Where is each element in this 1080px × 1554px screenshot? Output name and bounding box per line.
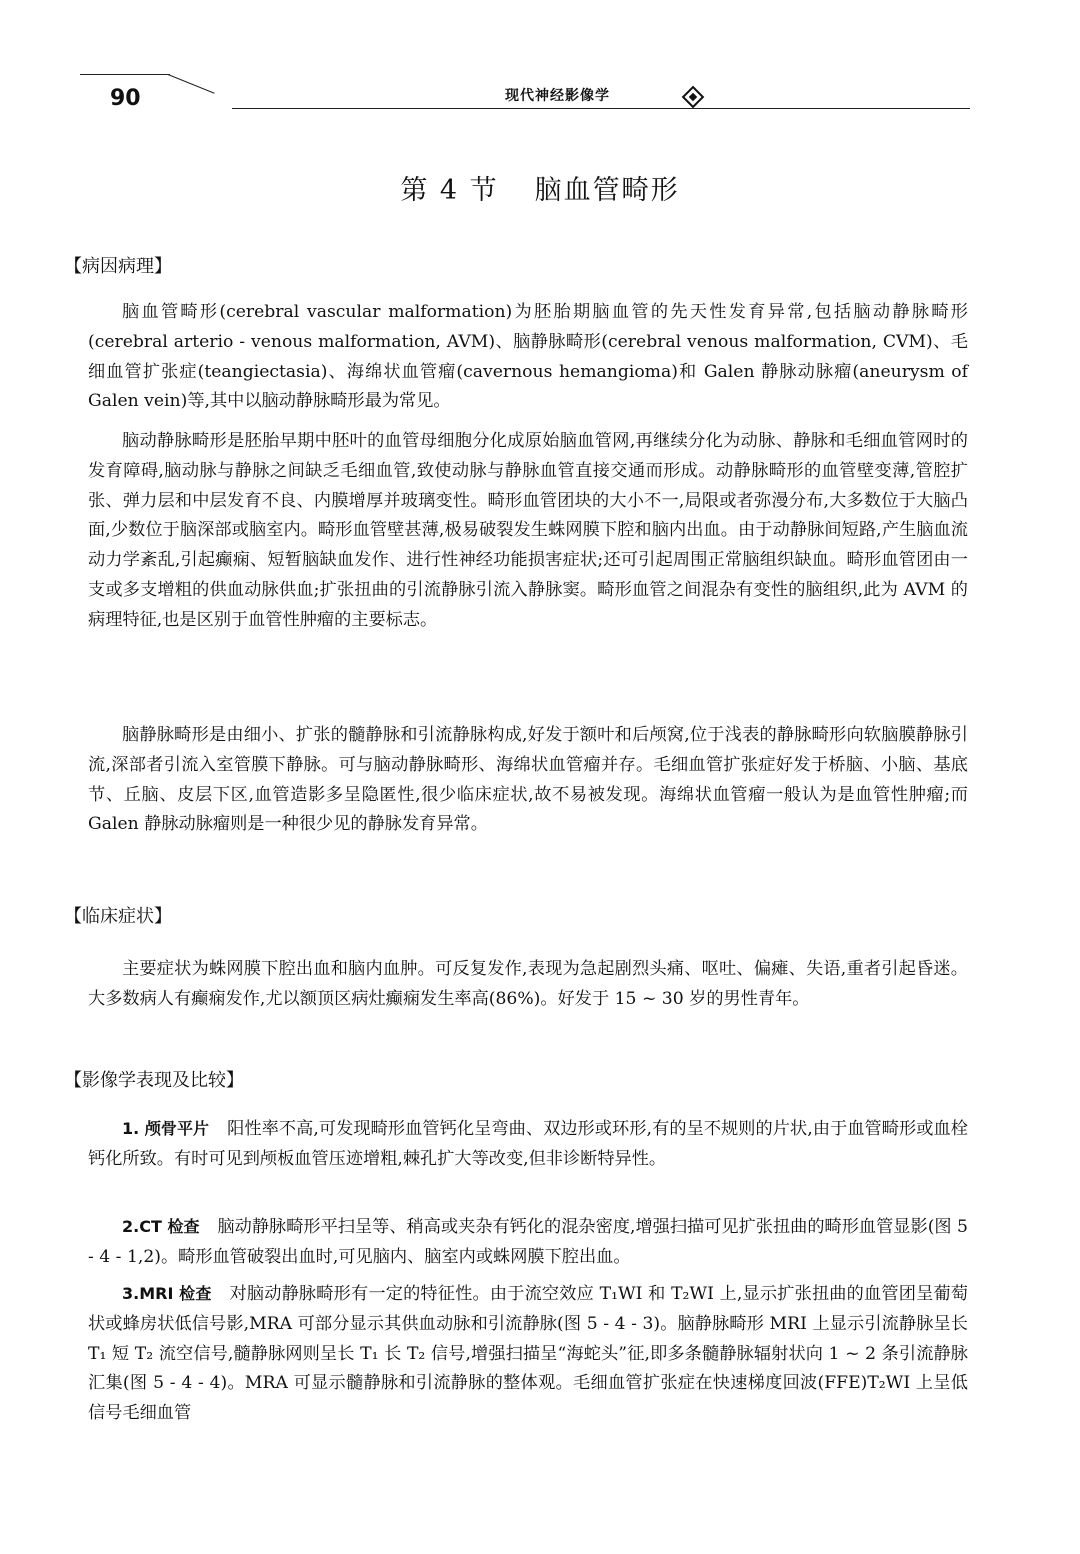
paragraph: 脑动静脉畸形是胚胎早期中胚叶的血管母细胞分化成原始脑血管网,再继续分化为动脉、静脉和毛细血管网时的发育障碍,脑动脉与静脉之间缺乏毛细血管,致使动脉与静脉血管直接交通而形成。动静脉畸形的血管壁变薄,管腔扩张、弹力层和中层发育不良、内膜增厚并玻璃变性。畸形血管团块的大小不一,局限或者弥漫分布,大多数位于大脑凸面,少数位于脑深部或脑室内。畸形血管壁甚薄,极易破裂发生蛛网膜下腔和脑内出血。由于动静脉间短路,产生脑血流动力学紊乱,引起癫痫、短暂脑缺血发作、进行性神经功能损害症状;还可引起周围正常脑组织缺血。畸形血管团由一支或多支增粗的供血动脉供血;扩张扭曲的引流静脉引流入静脉窦。畸形血管之间混杂有变性的脑组织,此为 AVM 的病理特征,也是区别于血管性肿瘤的主要标志。 (88, 431, 968, 630)
subsection-label: 3.MRI 检查 (122, 1284, 212, 1303)
header-rule-left (80, 74, 170, 75)
paragraph-ct (88, 1212, 968, 1273)
subsection-label: 2.CT 检查 (122, 1217, 200, 1236)
paragraph-text: 阳性率不高,可发现畸形血管钙化呈弯曲、双边形或环形,有的呈不规则的片状,由于血管畸形或血栓钙化所致。有时可见到颅板血管压迹增粗,棘孔扩大等改变,但非诊断特异性。 (88, 1119, 968, 1169)
section-title (0, 168, 1080, 207)
paragraph-mri (88, 1279, 968, 1429)
header-rule-diagonal (168, 74, 215, 94)
running-title: 现代神经影像学 (505, 88, 610, 104)
paragraph-text: 脑动静脉畸形平扫呈等、稍高或夹杂有钙化的混杂密度,增强扫描可见扩张扭曲的畸形血管显影(图 5 - 4 - 1,2)。畸形血管破裂出血时,可见脑内、脑室内或蛛网膜下腔出血。 (88, 1217, 968, 1267)
heading-imaging: 【影像学表现及比较】 (64, 1070, 244, 1091)
section-number: 第 4 节 (400, 175, 499, 206)
paragraph-skull-xray (88, 1114, 968, 1175)
paragraph: 脑血管畸形(cerebral vascular malformation)为胚胎期脑血管的先天性发育异常,包括脑动静脉畸形 (cerebral arterio - venous malformation, AVM)、脑静脉畸形(cerebral venous malformation, CVM)、毛细血管扩张症(teangiectasia)、海绵状血管瘤(cavernous hemangioma)和 Galen 静脉动脉瘤(aneurysm of Galen vein)等,其中以脑动静脉畸形最为常见。 (88, 302, 968, 412)
paragraph-text: 对脑动静脉畸形有一定的特征性。由于流空效应 T₁WI 和 T₂WI 上,显示扩张扭曲的血管团呈葡萄状或蜂房状低信号影,MRA 可部分显示其供血动脉和引流静脉(图 5 - 4 - 3)。脑静脉畸形 MRI 上显示引流静脉呈长 T₁ 短 T₂ 流空信号,髓静脉网则呈长 T₁ 长 T₂ 信号,增强扫描呈“海蛇头”征,即多条髓静脉辐射状向 1 ~ 2 条引流静脉汇集(图 5 - 4 - 4)。MRA 可显示髓静脉和引流静脉的整体观。毛细血管扩张症在快速梯度回波(FFE)T₂WI 上呈低信号毛细血管 (88, 1284, 968, 1424)
heading-clinical: 【临床症状】 (64, 906, 172, 927)
paragraph: 主要症状为蛛网膜下腔出血和脑内血肿。可反复发作,表现为急起剧烈头痛、呕吐、偏瘫、失语,重者引起昏迷。大多数病人有癫痫发作,尤以额顶区病灶癫痫发生率高(86%)。好发于 15 ~ 30 岁的男性青年。 (88, 959, 968, 1009)
heading-pathology: 【病因病理】 (64, 256, 172, 277)
header-rule-right (232, 108, 970, 109)
page-header (0, 60, 1080, 120)
subsection-label: 1. 颅骨平片 (122, 1119, 210, 1138)
section-name: 脑血管畸形 (534, 175, 680, 206)
paragraph: 脑静脉畸形是由细小、扩张的髓静脉和引流静脉构成,好发于额叶和后颅窝,位于浅表的静脉畸形向软脑膜静脉引流,深部者引流入室管膜下静脉。可与脑动静脉畸形、海绵状血管瘤并存。毛细血管扩张症好发于桥脑、小脑、基底节、丘脑、皮层下区,血管造影多呈隐匿性,很少临床症状,故不易被发现。海绵状血管瘤一般认为是血管性肿瘤;而 Galen 静脉动脉瘤则是一种很少见的静脉发育异常。 (88, 725, 968, 835)
page-number: 90 (110, 86, 141, 111)
diamond-icon (682, 86, 705, 109)
